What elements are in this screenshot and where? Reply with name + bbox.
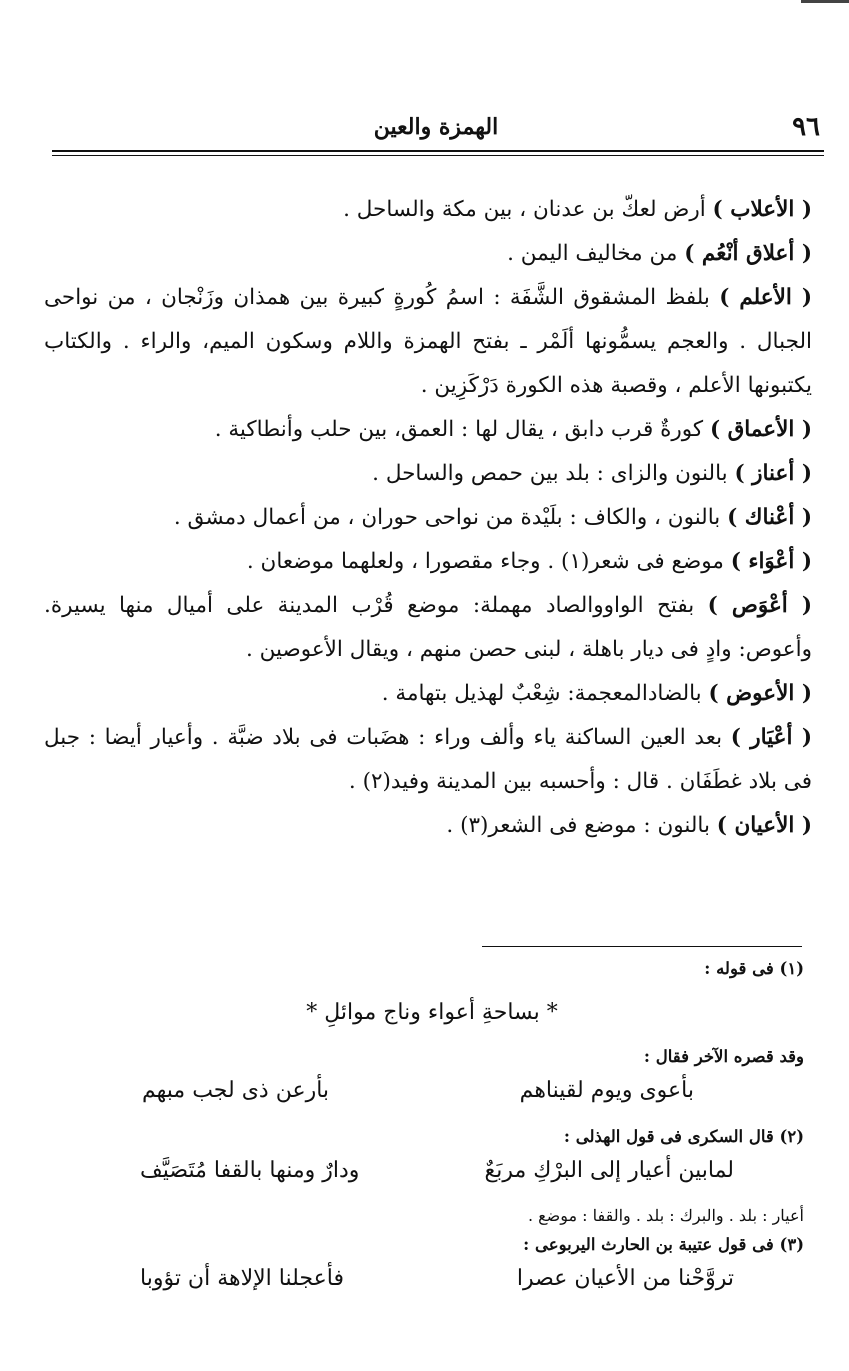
footnote-2-couplet: [60, 1152, 804, 1202]
header-rule: [52, 150, 824, 152]
hemistich: تروَّحْنا من الأعيان عصرا: [516, 1266, 734, 1291]
entry: [44, 232, 812, 276]
entry-head: ( أعلاق أنْعُم ): [684, 241, 812, 266]
entries-body: [44, 188, 812, 848]
entry: [44, 276, 812, 408]
entry-head: ( أعناز ): [734, 461, 812, 486]
entry-head: ( أعْوَص ): [707, 593, 813, 618]
entry: [44, 408, 812, 452]
footnote-2-note: أعيار : بلد . والبرك : بلد . والقفا : موضع .: [527, 1206, 804, 1225]
entry-text: بالنون : موضع فى الشعر(٣) .: [446, 813, 717, 838]
entry-text: بالضادالمعجمة: شِعْبٌ لهذيل بتهامة .: [381, 681, 709, 706]
entry-text: من مخاليف اليمن .: [507, 241, 685, 266]
entry-text: بالنون والزاى : بلد بين حمص والساحل .: [372, 461, 735, 486]
hemistich: ودارٌ ومنها بالقفا مُتَصَيَّف: [140, 1158, 360, 1183]
hemistich: بأعوى ويوم لقيناهم: [519, 1078, 694, 1103]
page-number: ٩٦: [792, 112, 820, 142]
footnote-2-label: (٢) قال السكرى فى قول الهذلى :: [563, 1127, 804, 1146]
footnote-rule: [482, 946, 802, 947]
header-rule-thin: [52, 155, 824, 156]
entry-head: ( الأعوض ): [708, 681, 812, 706]
page-title: الهمزة والعين: [373, 114, 499, 140]
footnote-1-verse: * بساحةِ أعواء وناج موائلِ *: [306, 1000, 558, 1025]
entry-head: ( الأعماق ): [709, 417, 812, 442]
footnote-1-label: (١) فى قوله :: [704, 959, 804, 978]
entry: [44, 716, 812, 804]
entry-head: ( الأعلاب ): [712, 197, 812, 222]
page-header: [52, 112, 820, 148]
entry-text: بعد العين الساكنة ياء وألف وراء : هضَبات فى بلاد ضبَّة . وأعيار أيضا : جبل فى بلاد غطَفَان . قال : وأحسبه بين المدينة وفيد(٢) .: [44, 725, 812, 794]
footnote-1-couplet: [60, 1072, 804, 1122]
entry: [44, 496, 812, 540]
footnote-3-label: (٣) فى قول عتيبة بن الحارث اليربوعى :: [523, 1235, 804, 1254]
entry: [44, 188, 812, 232]
entry-head: ( أعْوَاء ): [730, 549, 812, 574]
entry: [44, 804, 812, 848]
footnotes: [60, 954, 804, 1310]
entry-head: ( الأعيان ): [716, 813, 812, 838]
entry-head: ( أعْيَار ): [730, 725, 812, 750]
entry-text: بفتح الواووالصاد مهملة: موضع قُرْب المدينة على أميال منها يسيرة. وأعوص: وادٍ فى ديار باهلة ، لبنى حصن منهم ، ويقال الأعوصين .: [44, 593, 812, 662]
entry: [44, 540, 812, 584]
entry-text: بلفظ المشقوق الشَّفَة : اسمُ كُورةٍ كبيرة بين همذان وزَنْجان ، من نواحى الجبال . والعجم يسمُّونها ألَمْر ـ بفتح الهمزة واللام وسكون الميم، والراء . والكتاب يكتبونها الأعلم ، وقصبة هذه الكورة دَرْكَزِين .: [44, 285, 812, 398]
scan-edge-mark: [801, 0, 849, 3]
entry-head: ( الأعلم ): [719, 285, 812, 310]
hemistich: فأعجلنا الإلاهة أن تؤوبا: [140, 1266, 344, 1291]
hemistich: بأرعن ذى لجب مبهم: [142, 1078, 330, 1103]
entry-text: موضع فى شعر(١) . وجاء مقصورا ، ولعلهما موضعان .: [246, 549, 731, 574]
entry-head: ( أعْناك ): [727, 505, 812, 530]
entry-text: أرض لعكّ بن عدنان ، بين مكة والساحل .: [343, 197, 713, 222]
entry: [44, 672, 812, 716]
entry: [44, 584, 812, 672]
entry-text: بالنون ، والكاف : بلَيْدة من نواحى حوران ، من أعمال دمشق .: [173, 505, 728, 530]
footnote-1-note: وقد قصره الآخر فقال :: [643, 1047, 804, 1066]
entry: [44, 452, 812, 496]
footnote-3-couplet: [60, 1260, 804, 1310]
hemistich: لمابين أعيار إلى البرْكِ مربَعٌ: [484, 1158, 734, 1183]
entry-text: كورةٌ قرب دابق ، يقال لها : العمق، بين حلب وأنطاكية .: [214, 417, 710, 442]
